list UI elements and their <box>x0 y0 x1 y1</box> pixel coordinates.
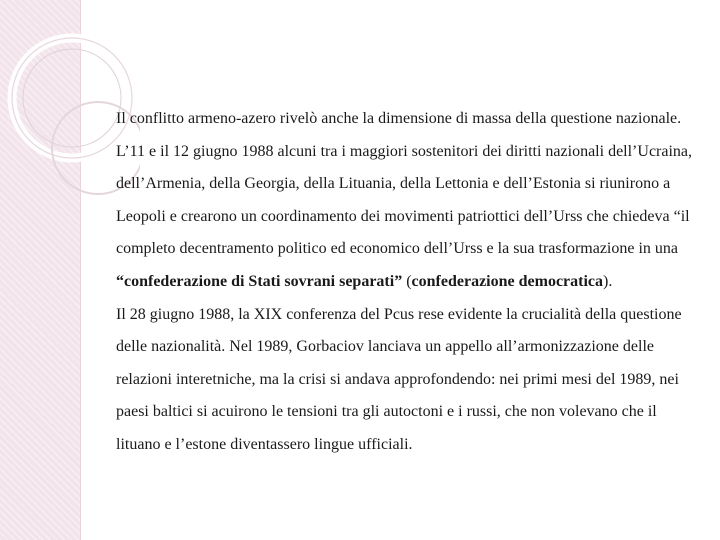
paragraph-1-text: Il conflitto armeno-azero rivelò anche la dimensione di massa della questione nazionale. L’11 e il 12 giugno 1988 alcuni tra i maggiori sostenitori dei diritti nazionali dell’Ucraina, dell’Armenia, della Georgia, della Lituania, della Lettonia e dell’Estonia si riunirono a Leopoli e crearono un coordinamento dei movimenti patriottici dell’Urss che chiedeva “il completo decentramento politico ed economico dell’Urss e la sua trasformazione in una <box>116 110 693 258</box>
paragraph-2: Il 28 giugno 1988, la XIX conferenza del Pcus rese evidente la crucialità della questione delle nazionalità. Nel 1989, Gorbaciov lanciava un appello all’armonizzazione delle relazioni interetniche, ma la crisi si andava approfondendo: nei primi mesi del 1989, nei paesi baltici si acuirono le tensioni tra gli autoctoni e i russi, che non volevano che il lituano e l’estone diventassero lingue ufficiali. <box>116 305 682 453</box>
slide-text <box>112 103 692 462</box>
bold-confederation: confederazione democratica <box>411 272 604 290</box>
bold-quote: “confederazione di Stati sovrani separati” <box>116 272 403 290</box>
paragraph-1 <box>112 103 692 299</box>
paren-close: ). <box>603 272 613 290</box>
paren-open: ( <box>402 272 412 290</box>
